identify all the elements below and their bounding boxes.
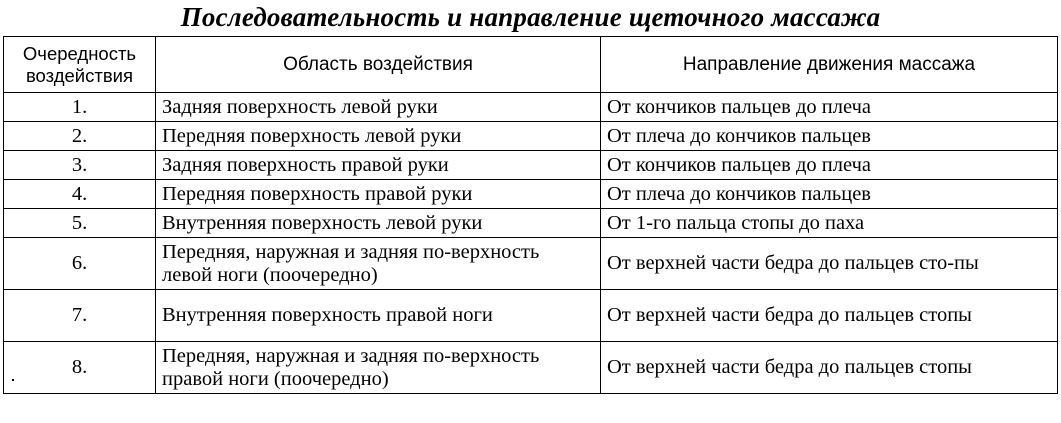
row-direction: От 1-го пальца стопы до паха bbox=[601, 209, 1058, 238]
table-header-row bbox=[4, 37, 1058, 93]
row-area: Внутренняя поверхность правой ноги bbox=[156, 290, 601, 342]
table-row bbox=[4, 209, 1058, 238]
row-direction: От верхней части бедра до пальцев стопы bbox=[601, 342, 1058, 394]
row-area: Задняя поверхность левой руки bbox=[156, 93, 601, 122]
row-number: 1. bbox=[4, 93, 156, 122]
page-title: Последовательность и направление щеточного массажа bbox=[180, 2, 881, 32]
row-direction: От верхней части бедра до пальцев стопы bbox=[601, 290, 1058, 342]
massage-sequence-table bbox=[3, 36, 1058, 394]
header-order: Очередность воздействия bbox=[4, 37, 156, 93]
row-direction: От верхней части бедра до пальцев сто-пы bbox=[601, 238, 1058, 290]
row-direction: От плеча до кончиков пальцев bbox=[601, 122, 1058, 151]
table-row bbox=[4, 238, 1058, 290]
row-number: 6. bbox=[4, 238, 156, 290]
scan-speck bbox=[12, 379, 14, 381]
row-number: 8. bbox=[4, 342, 156, 394]
row-area: Задняя поверхность правой руки bbox=[156, 151, 601, 180]
table-row bbox=[4, 151, 1058, 180]
row-direction: От кончиков пальцев до плеча bbox=[601, 151, 1058, 180]
table-row bbox=[4, 342, 1058, 394]
row-direction: От кончиков пальцев до плеча bbox=[601, 93, 1058, 122]
table-row bbox=[4, 290, 1058, 342]
header-area: Область воздействия bbox=[156, 37, 601, 93]
row-number: 2. bbox=[4, 122, 156, 151]
row-area: Внутренняя поверхность левой руки bbox=[156, 209, 601, 238]
row-direction: От плеча до кончиков пальцев bbox=[601, 180, 1058, 209]
row-number: 3. bbox=[4, 151, 156, 180]
row-number: 5. bbox=[4, 209, 156, 238]
row-number: 7. bbox=[4, 290, 156, 342]
table-row bbox=[4, 93, 1058, 122]
row-area: Передняя поверхность левой руки bbox=[156, 122, 601, 151]
row-number: 4. bbox=[4, 180, 156, 209]
row-area: Передняя поверхность правой руки bbox=[156, 180, 601, 209]
row-area: Передняя, наружная и задняя по-верхность левой ноги (поочередно) bbox=[156, 238, 601, 290]
table-row bbox=[4, 122, 1058, 151]
table-row bbox=[4, 180, 1058, 209]
row-area: Передняя, наружная и задняя по-верхность правой ноги (поочередно) bbox=[156, 342, 601, 394]
header-direction: Направление движения массажа bbox=[601, 37, 1058, 93]
